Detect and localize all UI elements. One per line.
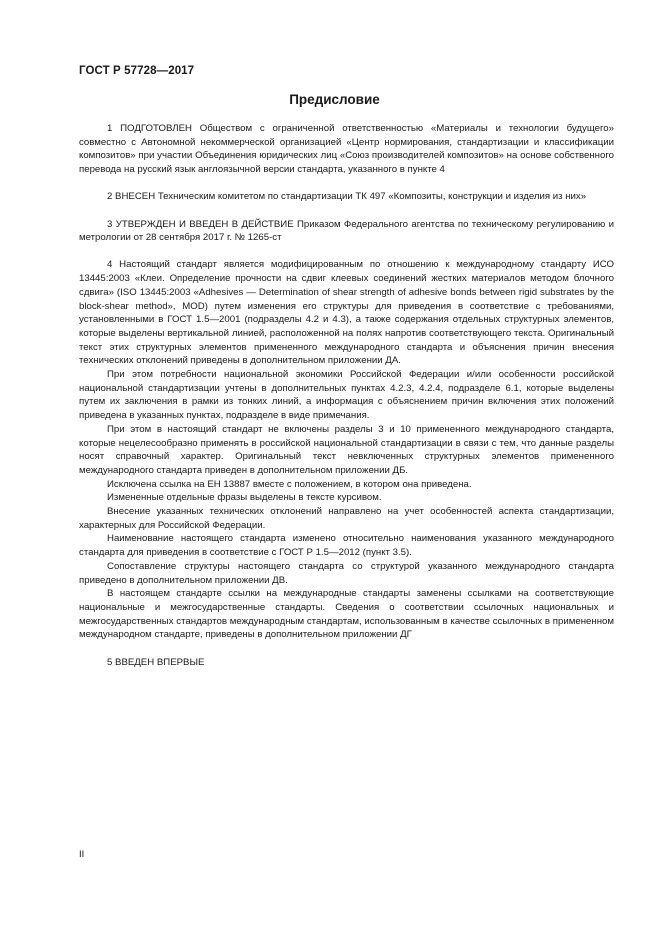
page-number: II [79,849,85,860]
paragraph-5-introduced-first: 5 ВВЕДЕН ВПЕРВЫЕ [107,656,205,668]
paragraph-3-approved: 3 УТВЕРЖДЕН И ВВЕДЕН В ДЕЙСТВИЕ Приказом Федерального агентства по техническому регулированию и метрологии от 28 сентября 2017 г. № 1265-ст [79,218,614,244]
document-code-header: ГОСТ Р 57728—2017 [79,65,195,77]
paragraph-4-excluded-sections: При этом в настоящий стандарт не включены разделы 3 и 10 примененного международного стандарта, которые нецелесообразно применять в российской национальной стандартизации в связи с тем, что данные разделы носят справочный характер. Оригинальный текст невключенных структурных элементов примененного международного стандарта приведен в дополнительном приложении ДБ. [79,423,614,476]
foreword-body [79,122,614,669]
paragraph-4-structure-comparison: Сопоставление структуры настоящего стандарта со структурой указанного международного стандарта приведено в дополнительном приложении ДВ. [79,560,614,586]
paragraph-4-national-needs: При этом потребности национальной экономики Российской Федерации и/или особенности российской национальной стандартизации учтены в дополнительных пунктах 4.2.3, 4.2.4, подразделе 6.1, которые выделены путем их заключения в рамки из тонких линий, а информация с объяснением причин включения этих положений приведена в указанных пунктах, подразделе в виде примечания. [79,369,614,422]
paragraph-4-italic-note: Измененные отдельные фразы выделены в тексте курсивом. [107,492,382,504]
page-title: Предисловие [289,92,380,107]
paragraph-4-references: В настоящем стандарте ссылки на международные стандарты заменены ссылками на соответствующие национальные и межгосударственные стандарты. Сведения о соответствии ссылочных национальных и межгосударственных стандартов международным стандартам, использованным в качестве ссылочных в примененном международном стандарте, приведены в дополнительном приложении ДГ [79,588,614,641]
paragraph-4-excluded-reference: Исключена ссылка на ЕН 13887 вместе с положением, в котором она приведена. [107,478,472,490]
paragraph-1-prepared-by: 1 ПОДГОТОВЛЕН Обществом с ограниченной ответственностью «Материалы и технологии будущего» совместно с Автономной некоммерческой организацией «Центр нормирования, стандартизации и классификации композитов» при участии Объединения юридических лиц «Союз производителей композитов» на основе собственного перевода на русский язык англоязычной версии стандарта, указанного в пункте 4 [79,123,614,176]
paragraph-4-deviations: Внесение указанных технических отклонений направлено на учет особенностей аспекта стандартизации, характерных для Российской Федерации. [79,506,614,531]
paragraph-4-modification: 4 Настоящий стандарт является модифицированным по отношению к международному стандарту ИСО 13445:2003 «Клеи. Определение прочности на сдвиг клеевых соединений жестких материалов методом блочного сдвига» (ISO 13445:2003 «Adhesives — Determination of shear strength of adhesive bonds between rigid substrates by the block-shear method», MOD) путем изменения его структуры для приведения в соответствие с требованиями, установленными в ГОСТ 1.5—2001 (подразделы 4.2 и 4.3), а также содержания отдельных структурных элементов, которые выделены вертикальной линией, расположенной на полях напротив соответствующего текста. Оригинальный текст этих структурных элементов примененного международного стандарта и объяснения причин внесения технических отклонений приведены в дополнительном приложении ДА. [79,259,614,367]
paragraph-2-submitted-by: 2 ВНЕСЕН Техническим комитетом по стандартизации ТК 497 «Композиты, конструкции и изделия из них» [107,191,587,203]
paragraph-4-name-change: Наименование настоящего стандарта изменено относительно наименования указанного международного стандарта для приведения в соответствие с ГОСТ Р 1.5—2012 (пункт 3.5). [79,533,614,559]
